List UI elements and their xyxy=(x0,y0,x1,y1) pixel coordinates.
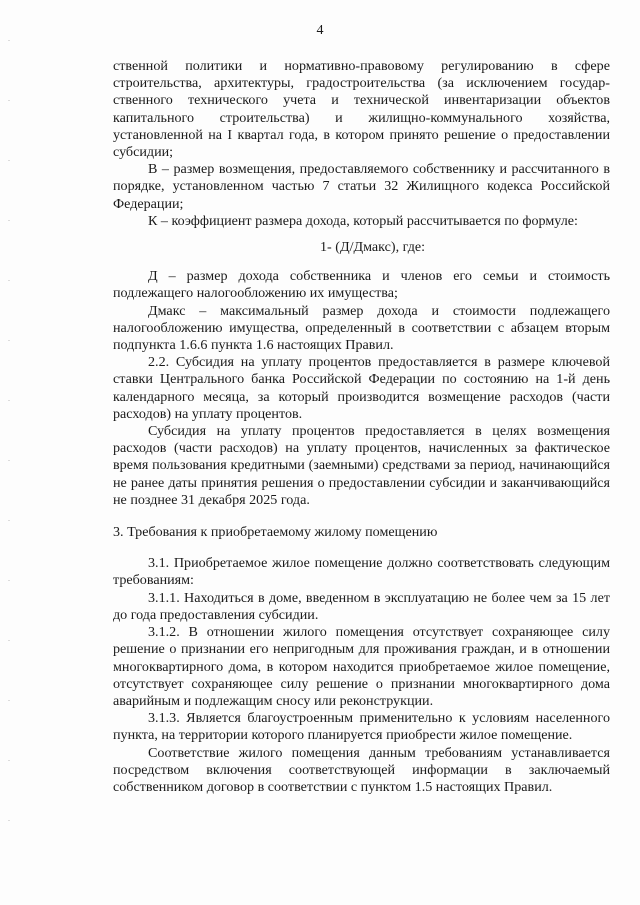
income-formula: 1- (Д/Дмакс), где: xyxy=(320,239,426,256)
paragraph-interest-subsidy-purpose: Субсидия на уплату процентов предоставляется в целях возмещения расходов (части расходов) на уплату процентов, начисленных за фактическое время пользования кредитными (заемными) средствами за период, начинающийся не ранее даты принятия решения о предоставлении субсидии и заканчивающийся не позднее 31 декабря 2025 года. xyxy=(113,423,610,508)
document-body xyxy=(113,58,610,796)
paragraph-2-2: 2.2. Субсидия на уплату процентов предоставляется в размере ключевой ставки Центрального банка Российской Федерации по состоянию на 1-й день календарного месяца, за который производится возмещение расходов (части расходов) на уплату процентов. xyxy=(113,354,610,422)
paragraph-3-1-2: 3.1.2. В отношении жилого помещения отсутствует сохраняющее силу решение о признании его непригодным для проживания граждан, и в отношении многоквартирного дома, в котором находится приобретаемое жилое помещение, отсутствует сохраняющее силу решение о признании многоквартирного дома аварийным и подлежащим сносу или реконструкции. xyxy=(113,624,610,709)
paragraph-3-1-1: 3.1.1. Находиться в доме, введенном в эксплуатацию не более чем за 15 лет до года предоставления субсидии. xyxy=(113,589,610,623)
paragraph-3-1-3: 3.1.3. Является благоустроенным применительно к условиям населенного пункта, на территории которого планируется приобрести жилое помещение. xyxy=(113,710,610,744)
paragraph-definition-k: К – коэффициент размера дохода, который рассчитывается по формуле: xyxy=(148,212,578,229)
paragraph-definition-d: Д – размер дохода собственника и членов его семьи и стоимость подлежащего налогообложению их имущества; xyxy=(113,268,610,302)
page-number: 4 xyxy=(316,23,324,38)
section-heading-3: 3. Требования к приобретаемому жилому помещению xyxy=(113,524,438,541)
paragraph-definition-dmax: Дмакс – максимальный размер дохода и стоимости подлежащего налогообложению имущества, определенный в соответствии с абзацем вторым подпункта 1.6.6 пункта 1.6 настоящих Правил. xyxy=(113,302,610,354)
paragraph-3-1: 3.1. Приобретаемое жилое помещение должно соответствовать следующим требованиям: xyxy=(113,555,610,589)
paragraph-compliance: Соответствие жилого помещения данным требованиям устанавливается посредством включения соответствующей информации в заключаемый собственником договор в соответствии с пунктом 1.5 настоящих Правил. xyxy=(113,744,610,795)
paragraph-continuation: ственной политики и нормативно-правовому регулированию в сфере строительства, архитектуры, градостроительства (за исключением государственного технического учета и технической инвентаризации объектов капитального строительства) и жилищно-коммунального хозяйства, установленной на I квартал года, в котором принято решение о предоставлении субсидии; xyxy=(113,58,610,161)
scan-margin-marks xyxy=(8,40,10,880)
paragraph-definition-v: В – размер возмещения, предоставляемого собственнику и рассчитанного в порядке, установленном частью 7 статьи 32 Жилищного кодекса Российской Федерации; xyxy=(113,161,610,212)
